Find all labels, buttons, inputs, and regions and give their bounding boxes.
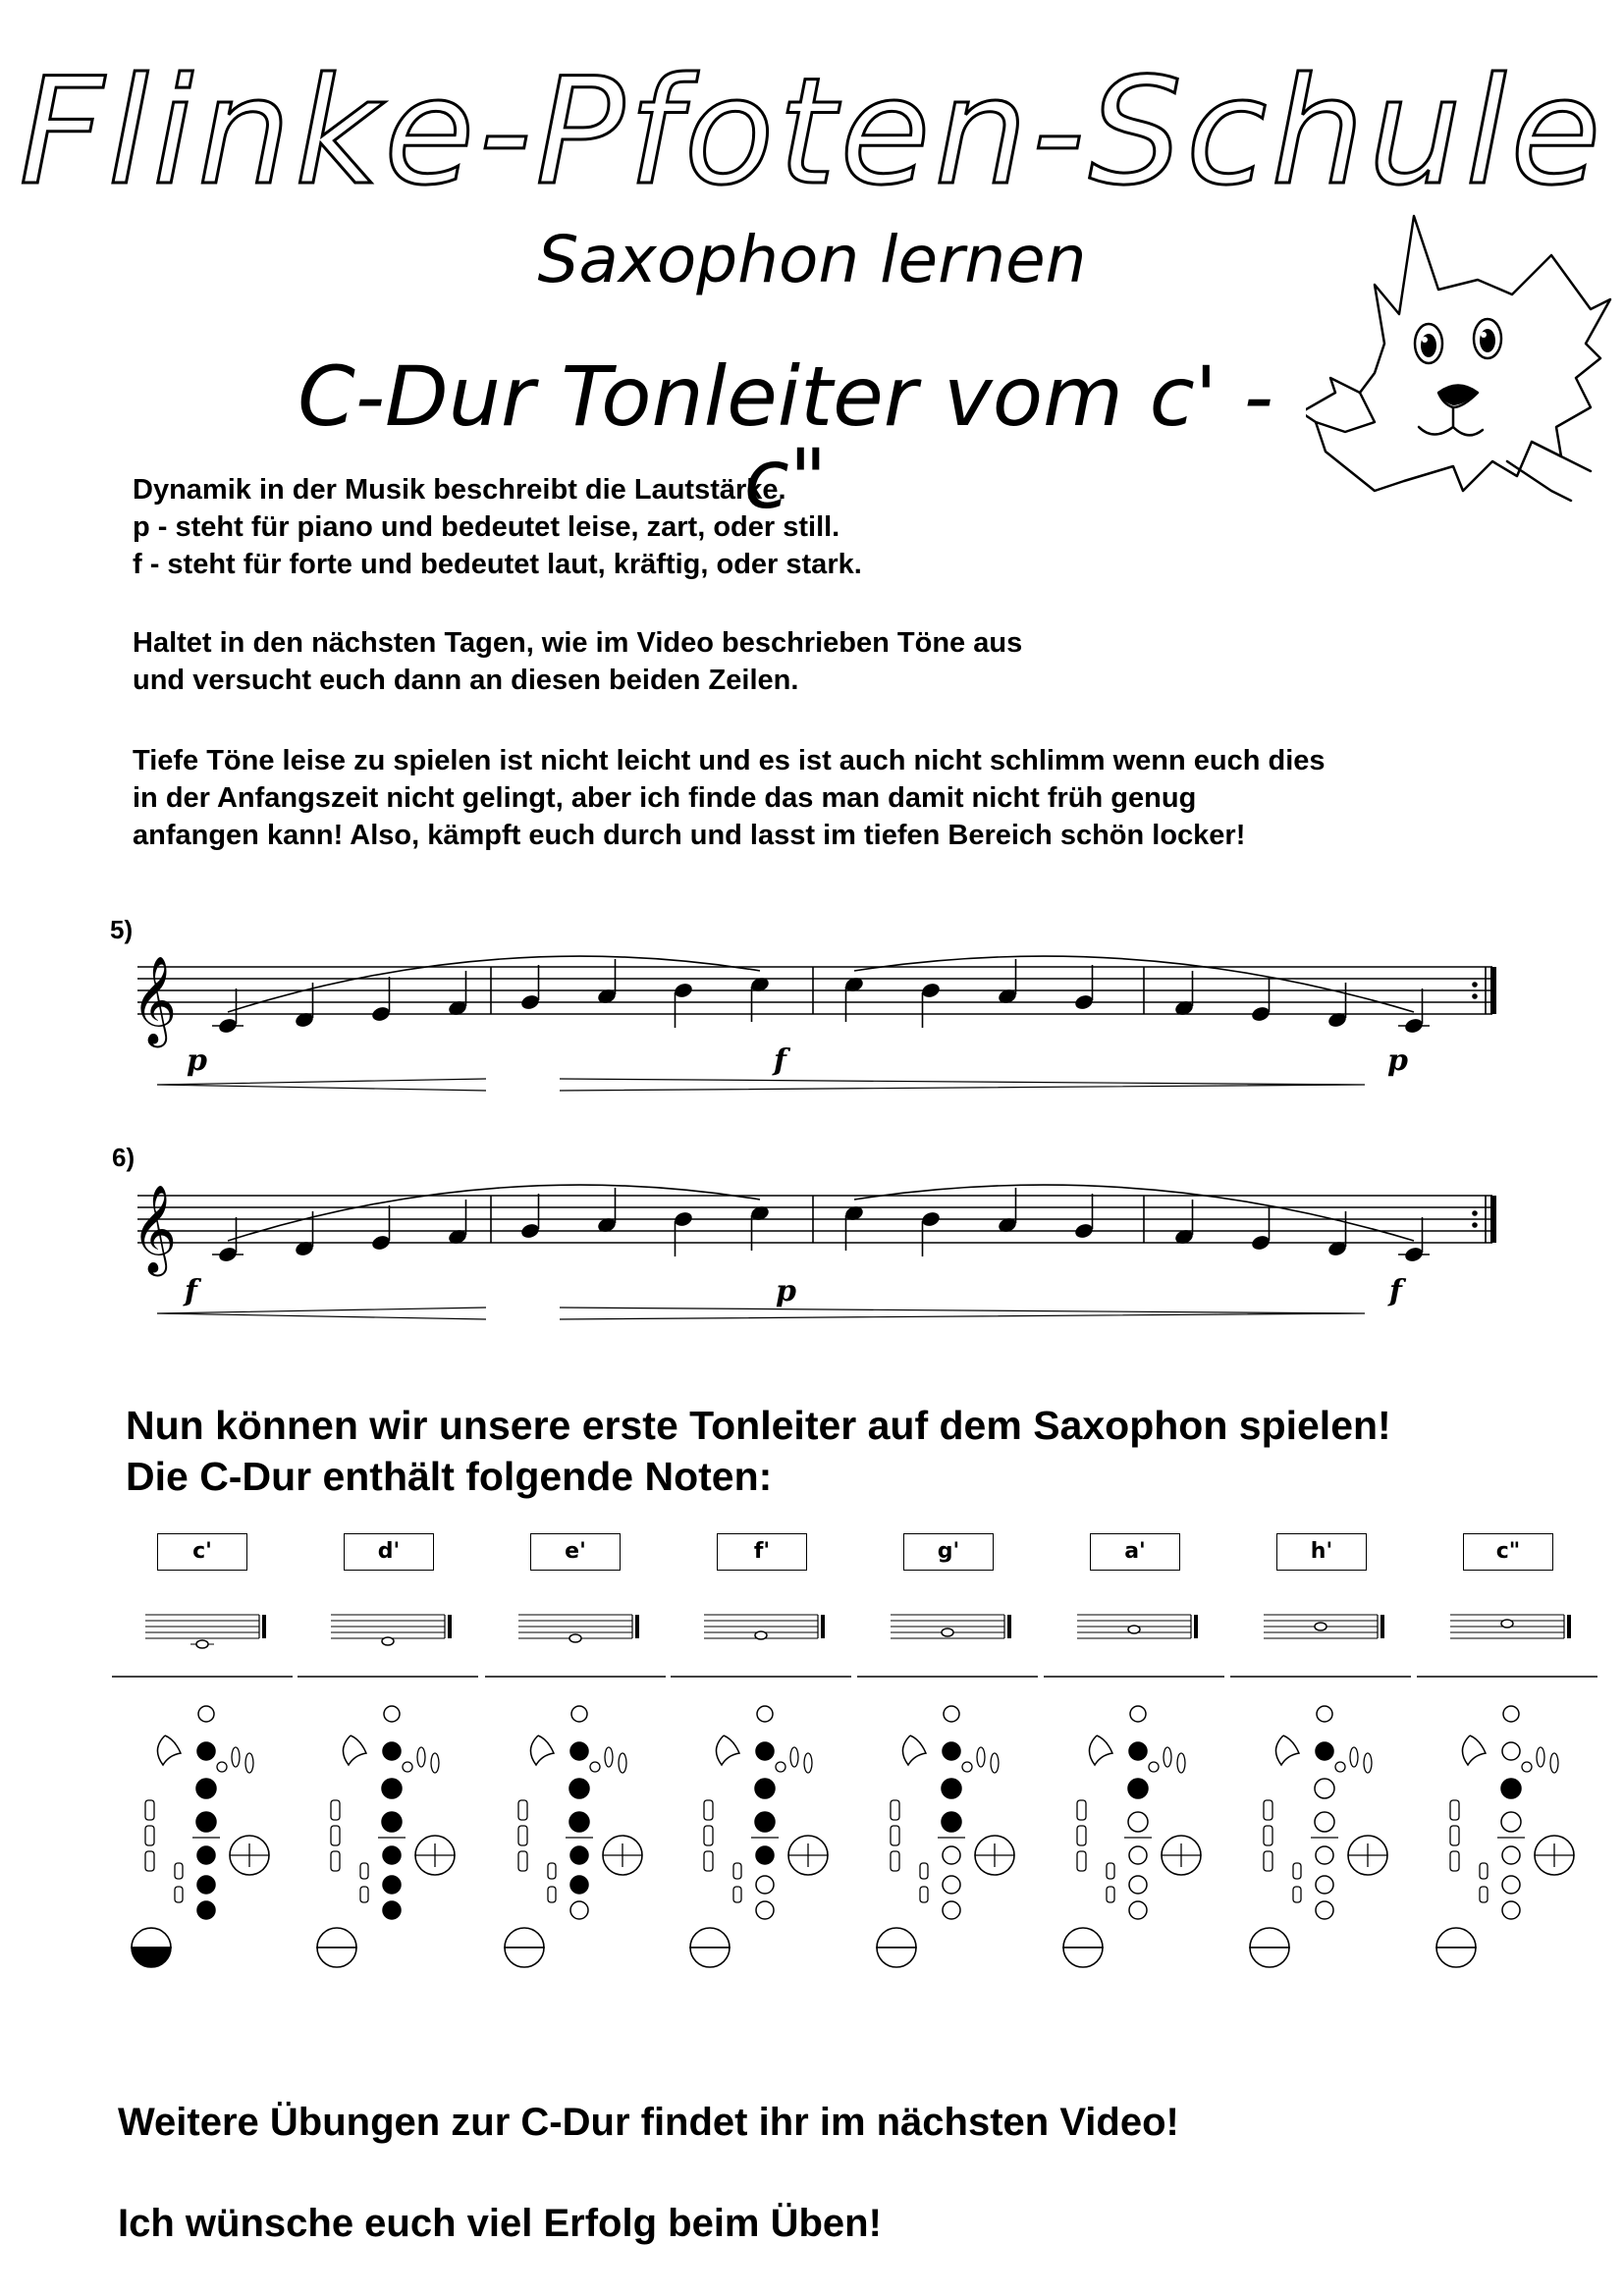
side-rect-key bbox=[145, 1800, 154, 1820]
note-head bbox=[1403, 1246, 1424, 1263]
open-key bbox=[1502, 1876, 1520, 1894]
exercise-5-staff bbox=[118, 937, 1512, 1104]
note-head bbox=[920, 1210, 941, 1228]
small-rect-key bbox=[920, 1887, 928, 1902]
side-rect-key bbox=[518, 1851, 527, 1871]
fingering-column bbox=[671, 1615, 851, 1967]
closed-key bbox=[756, 1846, 774, 1864]
fingering-column bbox=[1044, 1615, 1224, 1967]
small-rect-key bbox=[548, 1863, 556, 1879]
mini-bar-thick bbox=[1194, 1615, 1198, 1638]
closed-key bbox=[197, 1742, 215, 1760]
side-rect-key bbox=[331, 1851, 340, 1871]
small-rect-key bbox=[360, 1887, 368, 1902]
closed-key bbox=[569, 1779, 589, 1798]
side-rect-key bbox=[704, 1800, 713, 1820]
low-key-top bbox=[1063, 1928, 1103, 1948]
repeat-dot bbox=[1472, 1210, 1478, 1216]
side-rect-key bbox=[704, 1851, 713, 1871]
note-head bbox=[217, 1017, 238, 1035]
final-bar-thick bbox=[1490, 1196, 1496, 1243]
closed-key bbox=[383, 1742, 401, 1760]
low-c-key-open bbox=[690, 1948, 730, 1967]
dynamic-mark: p bbox=[1387, 1043, 1408, 1078]
advice-line: in der Anfangszeit nicht gelingt, aber ich finde das man damit nicht früh genug bbox=[133, 782, 1197, 814]
octave-key bbox=[757, 1706, 773, 1722]
note-head bbox=[1073, 1222, 1094, 1240]
closed-key bbox=[570, 1846, 588, 1864]
closed-key bbox=[197, 1846, 215, 1864]
intro-line: Dynamik in der Musik beschreibt die Lautstärke. bbox=[133, 474, 786, 506]
whole-note bbox=[1501, 1620, 1513, 1628]
closed-key bbox=[382, 1779, 402, 1798]
mini-bar-thick bbox=[1007, 1615, 1011, 1638]
open-key bbox=[1502, 1742, 1520, 1760]
dynamic-mark: p bbox=[776, 1274, 796, 1308]
open-key bbox=[1129, 1846, 1147, 1864]
note-name-box: d' bbox=[344, 1533, 434, 1571]
scale-heading-line: Nun können wir unsere erste Tonleiter auf dem Saxophon spielen! bbox=[126, 1403, 1391, 1448]
small-rect-key bbox=[1293, 1863, 1301, 1879]
school-title: Flinke-Pfoten-Schule bbox=[19, 47, 1605, 218]
palm-key bbox=[1275, 1735, 1299, 1765]
fingering-column bbox=[1230, 1615, 1411, 1967]
closed-key bbox=[196, 1779, 216, 1798]
side-rect-key bbox=[1077, 1800, 1086, 1820]
side-rect-key bbox=[891, 1851, 899, 1871]
palm-key bbox=[716, 1735, 739, 1765]
hairpin bbox=[560, 1308, 1365, 1319]
advice-line: Tiefe Töne leise zu spielen ist nicht leicht und es ist auch nicht schlimm wenn euch dies bbox=[133, 745, 1326, 776]
octave-key bbox=[384, 1706, 400, 1722]
side-rect-key bbox=[891, 1826, 899, 1845]
side-rect-key bbox=[1450, 1851, 1459, 1871]
closed-key bbox=[382, 1812, 402, 1832]
low-key-top bbox=[877, 1928, 916, 1948]
slur bbox=[228, 956, 760, 1012]
side-rect-key bbox=[1077, 1826, 1086, 1845]
scale-heading-line: Die C-Dur enthält folgende Noten: bbox=[126, 1454, 773, 1499]
closing-line: Ich wünsche euch viel Erfolg beim Üben! bbox=[118, 2202, 882, 2245]
side-rect-key bbox=[518, 1826, 527, 1845]
small-rect-key bbox=[1480, 1863, 1488, 1879]
note-name-box: c" bbox=[1463, 1533, 1553, 1571]
low-key-top bbox=[690, 1928, 730, 1948]
note-head bbox=[673, 982, 693, 999]
small-rect-key bbox=[548, 1887, 556, 1902]
open-key bbox=[1129, 1901, 1147, 1919]
closed-key bbox=[570, 1742, 588, 1760]
closed-key bbox=[383, 1876, 401, 1894]
open-key bbox=[943, 1876, 960, 1894]
open-key bbox=[756, 1901, 774, 1919]
open-key bbox=[1315, 1812, 1334, 1832]
whole-note bbox=[569, 1634, 581, 1642]
low-c-key-open bbox=[877, 1948, 916, 1967]
note-head bbox=[370, 1005, 391, 1023]
small-rect-key bbox=[360, 1863, 368, 1879]
dynamic-mark: p bbox=[187, 1043, 207, 1078]
small-key bbox=[1522, 1762, 1532, 1772]
whole-note bbox=[942, 1629, 953, 1636]
open-key bbox=[1316, 1876, 1333, 1894]
mini-bar-thick bbox=[821, 1615, 825, 1638]
note-head bbox=[673, 1210, 693, 1228]
mini-bar-thick bbox=[1380, 1615, 1384, 1638]
mini-bar-thick bbox=[448, 1615, 452, 1638]
repeat-dot bbox=[1472, 993, 1478, 999]
low-key-top bbox=[505, 1928, 544, 1948]
practice-line: und versucht euch dann an diesen beiden Zeilen. bbox=[133, 665, 799, 696]
closed-key bbox=[1128, 1779, 1148, 1798]
note-name-box: e' bbox=[530, 1533, 621, 1571]
fingering-column bbox=[857, 1615, 1038, 1967]
side-rect-key bbox=[518, 1800, 527, 1820]
treble-clef: 𝄞 bbox=[132, 1185, 178, 1273]
low-c-key-open bbox=[1436, 1948, 1476, 1967]
side-rect-key bbox=[145, 1851, 154, 1871]
open-key bbox=[1128, 1812, 1148, 1832]
side-rect-key bbox=[331, 1800, 340, 1820]
side-key bbox=[1364, 1753, 1372, 1773]
small-rect-key bbox=[1107, 1863, 1114, 1879]
repeat-dot bbox=[1472, 982, 1478, 988]
closed-key bbox=[942, 1779, 961, 1798]
note-head bbox=[1073, 993, 1094, 1011]
palm-key bbox=[343, 1735, 366, 1765]
small-rect-key bbox=[733, 1863, 741, 1879]
hairpin bbox=[560, 1079, 1365, 1091]
closed-key bbox=[383, 1846, 401, 1864]
side-key bbox=[232, 1747, 240, 1767]
note-name-box: h' bbox=[1276, 1533, 1367, 1571]
small-rect-key bbox=[175, 1863, 183, 1879]
side-rect-key bbox=[145, 1826, 154, 1845]
cat-mascot-illustration bbox=[1306, 196, 1620, 510]
side-key bbox=[977, 1747, 985, 1767]
practice-line: Haltet in den nächsten Tagen, wie im Video beschrieben Töne aus bbox=[133, 627, 1023, 659]
note-head bbox=[370, 1234, 391, 1252]
open-key bbox=[1129, 1876, 1147, 1894]
open-key bbox=[1501, 1812, 1521, 1832]
octave-key bbox=[198, 1706, 214, 1722]
palm-key bbox=[902, 1735, 926, 1765]
practice-paragraph bbox=[133, 624, 1022, 699]
side-key bbox=[605, 1747, 613, 1767]
side-rect-key bbox=[1450, 1826, 1459, 1845]
side-key bbox=[245, 1753, 253, 1773]
side-key bbox=[1550, 1753, 1558, 1773]
low-c-key-open bbox=[1250, 1948, 1289, 1967]
whole-note bbox=[755, 1631, 767, 1639]
side-key bbox=[619, 1753, 626, 1773]
small-key bbox=[962, 1762, 972, 1772]
note-head bbox=[519, 993, 540, 1011]
closed-key bbox=[942, 1812, 961, 1832]
closed-key bbox=[1316, 1742, 1333, 1760]
small-rect-key bbox=[1480, 1887, 1488, 1902]
small-rect-key bbox=[920, 1863, 928, 1879]
intro-paragraph bbox=[133, 471, 862, 583]
side-rect-key bbox=[331, 1826, 340, 1845]
closed-key bbox=[755, 1812, 775, 1832]
side-rect-key bbox=[1264, 1826, 1272, 1845]
low-key-top bbox=[317, 1928, 356, 1948]
small-key bbox=[776, 1762, 785, 1772]
low-key-top bbox=[1436, 1928, 1476, 1948]
fingering-column bbox=[485, 1615, 666, 1967]
small-rect-key bbox=[733, 1887, 741, 1902]
closed-key bbox=[1501, 1779, 1521, 1798]
fingering-column bbox=[1417, 1615, 1597, 1967]
low-key-top bbox=[132, 1928, 171, 1948]
note-name-box: a' bbox=[1090, 1533, 1180, 1571]
note-name-box: g' bbox=[903, 1533, 994, 1571]
fingering-column bbox=[298, 1615, 478, 1967]
side-key bbox=[431, 1753, 439, 1773]
whole-note bbox=[196, 1640, 208, 1648]
advice-line: anfangen kann! Also, kämpft euch durch und lasst im tiefen Bereich schön locker! bbox=[133, 820, 1246, 851]
closed-key bbox=[570, 1876, 588, 1894]
note-head bbox=[519, 1222, 540, 1240]
low-c-key-open bbox=[317, 1948, 356, 1967]
low-c-key-open bbox=[1063, 1948, 1103, 1967]
side-rect-key bbox=[1077, 1851, 1086, 1871]
side-rect-key bbox=[1264, 1800, 1272, 1820]
open-key bbox=[756, 1876, 774, 1894]
octave-key bbox=[571, 1706, 587, 1722]
mini-bar-thick bbox=[1567, 1615, 1571, 1638]
closed-key bbox=[196, 1812, 216, 1832]
octave-key bbox=[1130, 1706, 1146, 1722]
open-key bbox=[943, 1846, 960, 1864]
small-key bbox=[1335, 1762, 1345, 1772]
advice-paragraph bbox=[133, 742, 1326, 854]
closed-key bbox=[943, 1742, 960, 1760]
low-c-key-open bbox=[505, 1948, 544, 1967]
small-rect-key bbox=[175, 1887, 183, 1902]
palm-key bbox=[1089, 1735, 1112, 1765]
exercise-label: 6) bbox=[112, 1143, 135, 1172]
closing-line: Weitere Übungen zur C-Dur findet ihr im nächsten Video! bbox=[118, 2101, 1179, 2144]
note-head bbox=[1403, 1017, 1424, 1035]
side-rect-key bbox=[1264, 1851, 1272, 1871]
scale-heading bbox=[126, 1400, 1391, 1502]
side-rect-key bbox=[1450, 1800, 1459, 1820]
side-key bbox=[1537, 1747, 1544, 1767]
closed-key bbox=[569, 1812, 589, 1832]
palm-key bbox=[1462, 1735, 1486, 1765]
closed-key bbox=[755, 1779, 775, 1798]
exercise-6-staff bbox=[118, 1166, 1512, 1333]
hairpin bbox=[157, 1308, 486, 1319]
side-key bbox=[991, 1753, 999, 1773]
dynamic-mark: f bbox=[774, 1043, 786, 1078]
dynamic-mark: f bbox=[185, 1274, 197, 1308]
small-rect-key bbox=[1107, 1887, 1114, 1902]
open-key bbox=[1502, 1901, 1520, 1919]
side-key bbox=[417, 1747, 425, 1767]
note-head bbox=[1250, 1234, 1271, 1252]
note-name-box: f' bbox=[717, 1533, 807, 1571]
slur bbox=[854, 956, 1414, 1012]
whole-note bbox=[382, 1637, 394, 1645]
mini-bar-thick bbox=[262, 1615, 266, 1638]
side-key bbox=[804, 1753, 812, 1773]
closed-key bbox=[1129, 1742, 1147, 1760]
low-key-top bbox=[1250, 1928, 1289, 1948]
final-bar-thick bbox=[1490, 967, 1496, 1014]
low-c-key-closed bbox=[132, 1948, 171, 1967]
open-key bbox=[943, 1901, 960, 1919]
closed-key bbox=[383, 1901, 401, 1919]
whole-note bbox=[1128, 1626, 1140, 1633]
subtitle: Saxophon lernen bbox=[537, 222, 1087, 297]
closed-key bbox=[197, 1876, 215, 1894]
closed-key bbox=[197, 1901, 215, 1919]
fingering-column bbox=[112, 1615, 293, 1967]
note-head bbox=[217, 1246, 238, 1263]
hairpin bbox=[157, 1079, 486, 1091]
fingering-charts bbox=[0, 1590, 1624, 2022]
note-head bbox=[1250, 1005, 1271, 1023]
scale-title: C-Dur Tonleiter vom c' - c" bbox=[298, 348, 1273, 527]
small-rect-key bbox=[1293, 1887, 1301, 1902]
intro-line: p - steht für piano und bedeutet leise, zart, oder still. bbox=[133, 511, 840, 543]
small-key bbox=[1149, 1762, 1159, 1772]
note-name-box: c' bbox=[157, 1533, 247, 1571]
side-key bbox=[1177, 1753, 1185, 1773]
side-rect-key bbox=[891, 1800, 899, 1820]
small-key bbox=[403, 1762, 412, 1772]
side-key bbox=[1164, 1747, 1171, 1767]
treble-clef: 𝄞 bbox=[132, 956, 178, 1044]
slur bbox=[854, 1185, 1414, 1241]
dynamic-mark: f bbox=[1389, 1274, 1402, 1308]
open-key bbox=[1315, 1779, 1334, 1798]
slur bbox=[228, 1185, 760, 1241]
mini-bar-thick bbox=[635, 1615, 639, 1638]
side-key bbox=[790, 1747, 798, 1767]
whole-note bbox=[1315, 1623, 1326, 1630]
octave-key bbox=[1317, 1706, 1332, 1722]
note-head bbox=[920, 982, 941, 999]
palm-key bbox=[530, 1735, 554, 1765]
open-key bbox=[1502, 1846, 1520, 1864]
open-key bbox=[1316, 1901, 1333, 1919]
palm-key bbox=[157, 1735, 181, 1765]
octave-key bbox=[1503, 1706, 1519, 1722]
open-key bbox=[1316, 1846, 1333, 1864]
side-rect-key bbox=[704, 1826, 713, 1845]
exercise-label: 5) bbox=[110, 915, 134, 944]
side-key bbox=[1350, 1747, 1358, 1767]
small-key bbox=[217, 1762, 227, 1772]
intro-line: f - steht für forte und bedeutet laut, kräftig, oder stark. bbox=[133, 549, 862, 580]
repeat-dot bbox=[1472, 1222, 1478, 1228]
open-key bbox=[570, 1901, 588, 1919]
small-key bbox=[590, 1762, 600, 1772]
octave-key bbox=[944, 1706, 959, 1722]
closed-key bbox=[756, 1742, 774, 1760]
